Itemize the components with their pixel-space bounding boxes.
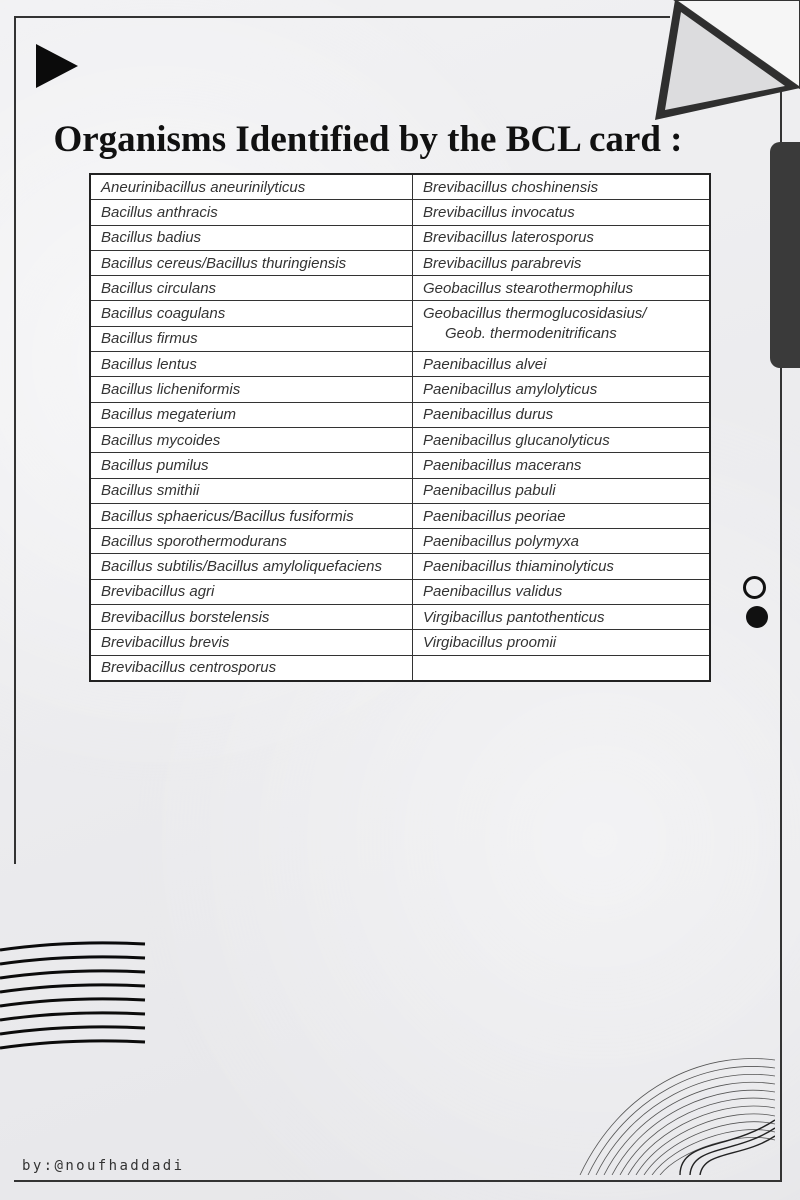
side-tab: [770, 142, 800, 368]
table-cell: Bacillus smithii: [90, 478, 413, 503]
table-cell: Geobacillus stearothermophilus: [413, 276, 711, 301]
table-cell: Bacillus mycoides: [90, 427, 413, 452]
table-row: [90, 554, 710, 579]
author-credit: by:@noufhaddadi: [22, 1158, 185, 1174]
table-cell: Bacillus megaterium: [90, 402, 413, 427]
table-cell: Virgibacillus proomii: [413, 630, 711, 655]
table-row: [90, 402, 710, 427]
table-cell-merged: [413, 301, 711, 352]
table-row: [90, 503, 710, 528]
page-title: Organisms Identified by the BCL card :: [53, 119, 683, 160]
table-cell: Brevibacillus parabrevis: [413, 250, 711, 275]
table-cell: Paenibacillus thiaminolyticus: [413, 554, 711, 579]
table-cell: Bacillus lentus: [90, 352, 413, 377]
mesh-shape-icon: [560, 1030, 775, 1175]
table-row: [90, 225, 710, 250]
table-row: [90, 377, 710, 402]
wave-lines-icon: [0, 940, 150, 1060]
table-cell: Brevibacillus laterosporus: [413, 225, 711, 250]
table-cell: Paenibacillus peoriae: [413, 503, 711, 528]
table-cell: Brevibacillus brevis: [90, 630, 413, 655]
table-row: [90, 301, 710, 326]
table-row: [90, 250, 710, 275]
table-cell: Bacillus subtilis/Bacillus amyloliquefaciens: [90, 554, 413, 579]
table-row: [90, 427, 710, 452]
table-row: [90, 276, 710, 301]
table-row: [90, 174, 710, 200]
table-row: [90, 655, 710, 681]
play-icon: [36, 44, 78, 88]
table-cell: Paenibacillus pabuli: [413, 478, 711, 503]
table-cell: Paenibacillus validus: [413, 579, 711, 604]
table-cell: Aneurinibacillus aneurinilyticus: [90, 174, 413, 200]
table-row: [90, 529, 710, 554]
table-cell: Bacillus coagulans: [90, 301, 413, 326]
frame-top: [14, 16, 670, 18]
merged-line-2: Geob. thermodenitrificans: [445, 325, 617, 343]
table-cell: Paenibacillus amylolyticus: [413, 377, 711, 402]
table-row: [90, 579, 710, 604]
table-row: [90, 453, 710, 478]
table-cell: Paenibacillus glucanolyticus: [413, 427, 711, 452]
table-cell: Brevibacillus agri: [90, 579, 413, 604]
page-curl-icon: [655, 0, 800, 122]
table-cell: Bacillus firmus: [90, 326, 413, 351]
circle-outline-icon: [743, 576, 766, 599]
table-row: [90, 352, 710, 377]
table-cell: Paenibacillus durus: [413, 402, 711, 427]
table-cell: Bacillus badius: [90, 225, 413, 250]
circle-filled-icon: [746, 606, 768, 628]
table-cell: Bacillus licheniformis: [90, 377, 413, 402]
table-cell: Bacillus sporothermodurans: [90, 529, 413, 554]
table-cell: Bacillus pumilus: [90, 453, 413, 478]
table-row: [90, 200, 710, 225]
table-cell: Bacillus anthracis: [90, 200, 413, 225]
table-cell: Brevibacillus centrosporus: [90, 655, 413, 681]
table-cell: Paenibacillus polymyxa: [413, 529, 711, 554]
table-cell: Bacillus circulans: [90, 276, 413, 301]
table-row: [90, 630, 710, 655]
table-cell: Bacillus cereus/Bacillus thuringiensis: [90, 250, 413, 275]
table-row: [90, 605, 710, 630]
table-cell: Brevibacillus borstelensis: [90, 605, 413, 630]
frame-bottom: [14, 1180, 782, 1182]
table-row: [90, 478, 710, 503]
merged-line-1: Geobacillus thermoglucosidasius/: [423, 305, 647, 323]
table-cell: Paenibacillus macerans: [413, 453, 711, 478]
table-cell: [413, 655, 711, 681]
organism-table: [89, 173, 711, 682]
table-cell: Bacillus sphaericus/Bacillus fusiformis: [90, 503, 413, 528]
table-cell: Virgibacillus pantothenticus: [413, 605, 711, 630]
table-cell: Brevibacillus invocatus: [413, 200, 711, 225]
table-cell: Brevibacillus choshinensis: [413, 174, 711, 200]
table-cell: Paenibacillus alvei: [413, 352, 711, 377]
